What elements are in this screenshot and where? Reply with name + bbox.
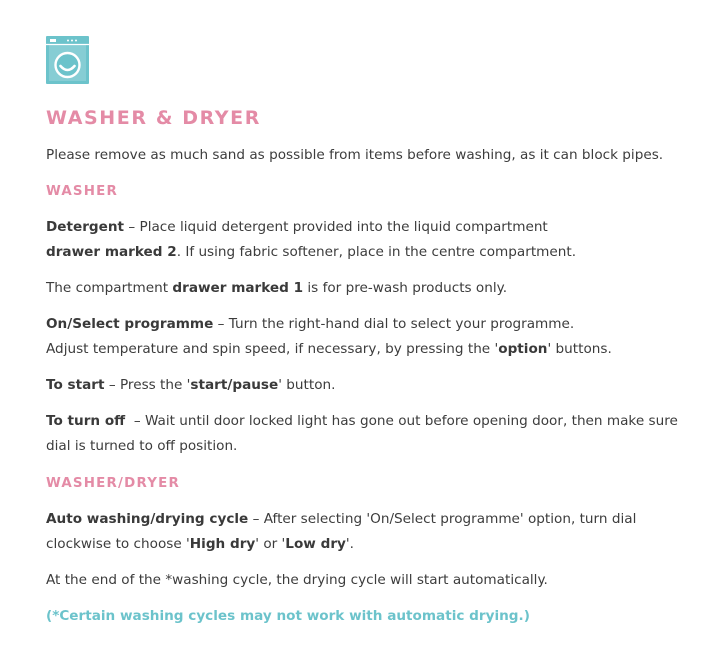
programme-post-2: ' buttons. — [547, 341, 612, 357]
washing-machine-icon — [46, 36, 89, 84]
auto-cycle-post-2: '. — [345, 536, 354, 552]
detergent-label: Detergent — [46, 219, 125, 235]
start-instruction — [46, 373, 335, 398]
start-pre: – Press the ' — [104, 377, 191, 393]
programme-label: On/Select programme — [46, 316, 214, 332]
auto-cycle-mid-2: ' or ' — [255, 536, 286, 552]
end-of-cycle-text: At the end of the *washing cycle, the drying cycle will start automatically. — [46, 572, 548, 588]
detergent-text-1: – Place liquid detergent provided into the liquid compartment — [124, 219, 548, 235]
high-dry-label: High dry — [189, 536, 256, 552]
programme-option: option — [498, 341, 548, 357]
compartment-pre: The compartment — [46, 280, 173, 296]
low-dry-label: Low dry — [285, 536, 346, 552]
compartment-post: is for pre-wash products only. — [303, 280, 508, 296]
compartment-instruction — [46, 276, 507, 301]
auto-cycle-instruction — [46, 507, 636, 557]
programme-text-1: – Turn the right-hand dial to select your programme. — [213, 316, 575, 332]
turnoff-text-1: – Wait until door locked light has gone out before opening door, then make sure — [125, 413, 678, 429]
turnoff-instruction — [46, 409, 678, 459]
washer-dryer-heading: WASHER/DRYER — [46, 476, 180, 491]
detergent-text-2: . If using fabric softener, place in the centre compartment. — [176, 244, 577, 260]
washer-heading: WASHER — [46, 184, 119, 199]
programme-instruction — [46, 312, 612, 362]
footnote: (*Certain washing cycles may not work with automatic drying.) — [46, 608, 530, 624]
start-post: ' button. — [278, 377, 336, 393]
intro-text: Please remove as much sand as possible from items before washing, as it can block pipes. — [46, 147, 664, 163]
auto-cycle-label: Auto washing/drying cycle — [46, 511, 249, 527]
start-label: To start — [46, 377, 105, 393]
detergent-drawer-2: drawer marked 2 — [46, 244, 177, 260]
detergent-instruction — [46, 215, 576, 265]
compartment-drawer-1: drawer marked 1 — [172, 280, 304, 296]
programme-pre-2: Adjust temperature and spin speed, if necessary, by pressing the ' — [46, 341, 499, 357]
turnoff-label: To turn off — [46, 413, 126, 429]
auto-cycle-pre-2: clockwise to choose ' — [46, 536, 190, 552]
auto-cycle-text-1: – After selecting 'On/Select programme' option, turn dial — [248, 511, 637, 527]
turnoff-text-2: dial is turned to off position. — [46, 438, 238, 454]
page-title: WASHER & DRYER — [46, 107, 261, 129]
start-pause-label: start/pause — [190, 377, 279, 393]
